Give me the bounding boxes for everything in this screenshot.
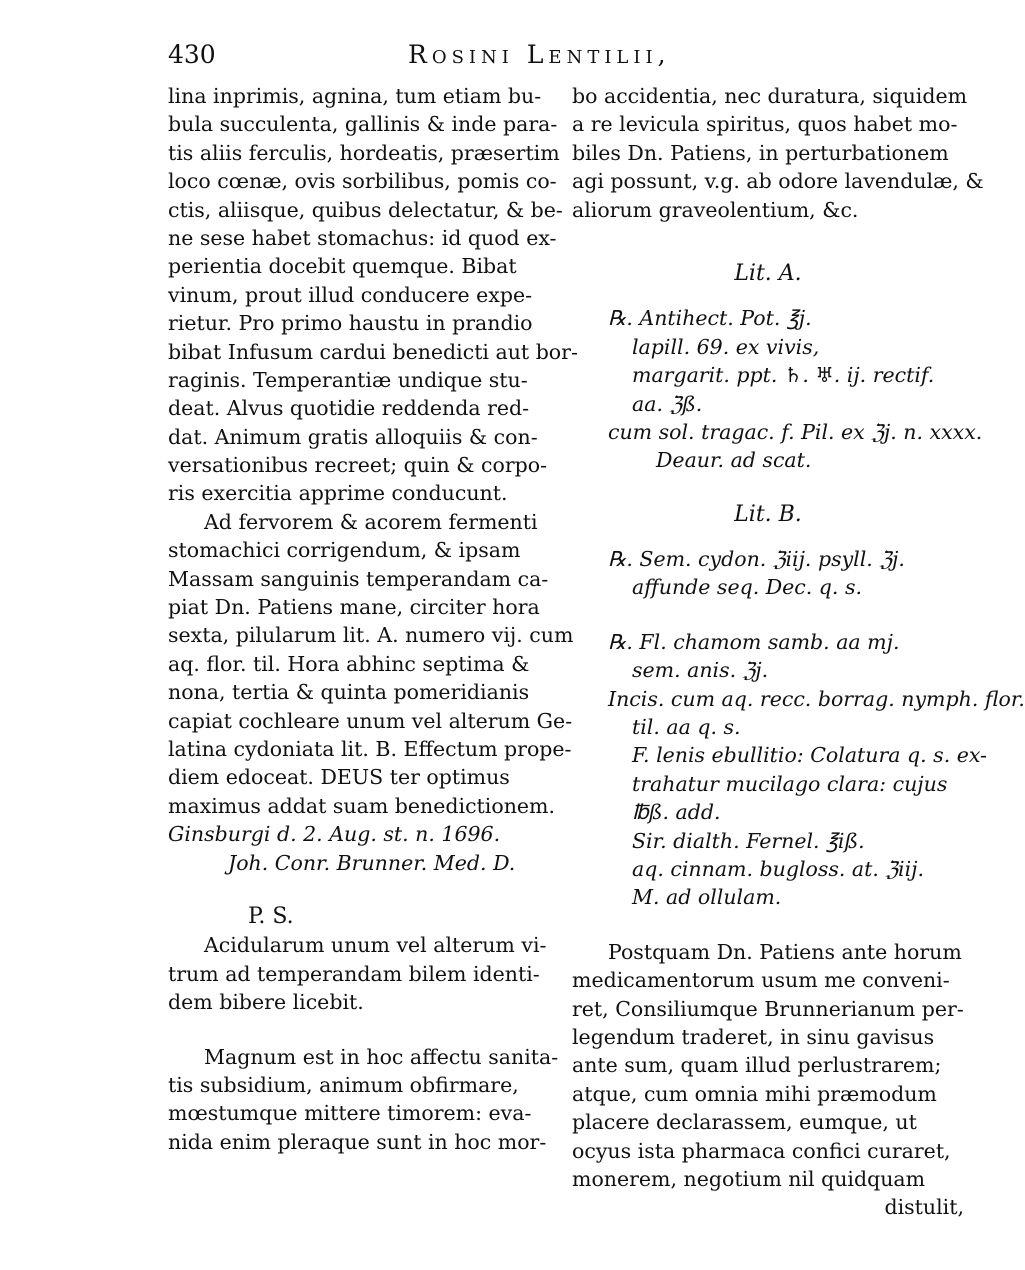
text-line: agi possunt, v.g. ab odore lavendulæ, & [572,169,984,194]
text-line: bula succulenta, gallinis & inde para- [168,112,558,137]
text-line: rietur. Pro primo haustu in prandio [168,311,533,336]
page-header [168,40,968,80]
text-line: atque, cum omnia mihi præmodum [572,1081,937,1106]
text-line-last: distulit, [884,1195,964,1220]
text-line: ocyus ista pharmaca confici curaret, [572,1138,951,1163]
right-column [572,82,1025,1222]
recipe-line: affunde seq. Dec. q. s. [632,575,863,600]
text-line: sexta, pilularum lit. A. numero vij. cum [168,623,574,648]
text-line: raginis. Temperantiæ undique stu- [168,367,528,392]
text-line: mœstumque mittere timorem: eva- [168,1101,532,1126]
text-line: biles Dn. Patiens, in perturbationem [572,140,949,165]
recipe-line: Incis. cum aq. recc. borrag. nymph. flor. [608,686,1025,711]
text-line: ris exercitia apprime conducunt. [168,481,508,506]
spacer [572,912,964,938]
recipe-line: margarit. ppt. ♄. ♅. ij. rectif. [632,363,935,388]
right-paragraph-2 [572,938,964,1222]
page-number: 430 [168,40,216,69]
recipe-a [572,304,983,474]
ps-heading: P. S. [248,903,294,929]
running-head: Rosini Lentilii, [408,40,671,69]
text-line: placere declarassem, eumque, ut [572,1110,917,1135]
spacer [572,529,964,545]
text-line: capiat cochleare unum vel alterum Ge- [168,708,573,733]
text-line: perientia docebit quemque. Bibat [168,254,517,279]
text-line: loco cœnæ, ovis sorbilibus, pomis co- [168,169,557,194]
spacer [572,288,964,304]
recipe-line: aq. cinnam. bugloss. at. ℨiij. [632,856,925,881]
text-line: maximus addat suam benedictionem. [168,793,555,818]
text-line: vinum, prout illud conducere expe- [168,282,533,307]
text-line: legendum traderet, in sinu gavisus [572,1024,935,1049]
spacer [572,475,964,501]
text-line: lina inprimis, agnina, tum etiam bu- [168,84,542,108]
text-line: Massam sanguinis temperandam ca- [168,566,549,591]
text-line: nida enim pleraque sunt in hoc mor- [168,1129,547,1154]
text-line: dat. Animum gratis alloquiis & con- [168,424,538,449]
recipe-b-part-2 [572,628,1025,912]
spacer [572,224,964,260]
recipe-line: Deaur. ad scat. [656,448,812,473]
right-paragraph-1 [572,82,984,224]
recipe-line: lapill. 69. ex vivis, [632,334,820,359]
text-line: Ad fervorem & acorem fermenti [204,509,538,534]
text-line: ret, Consiliumque Brunnerianum per- [572,996,964,1021]
recipe-line: cum sol. tragac. f. Pil. ex ℨj. n. xxxx. [608,419,983,444]
recipe-line: Sir. dialth. Fernel. ℥iß. [632,828,865,853]
signature: Joh. Conr. Brunner. Med. D. [228,850,516,875]
text-line: ante sum, quam illud perlustrarem; [572,1053,942,1078]
recipe-line: F. lenis ebullitio: Colatura q. s. ex- [632,743,987,768]
spacer [168,1017,558,1043]
text-line: aliorum graveolentium, &c. [572,197,859,222]
text-line: piat Dn. Patiens mane, circiter hora [168,595,540,620]
text-line: Magnum est in hoc affectu sanita- [204,1044,559,1069]
text-line: medicamentorum usum me conveni- [572,968,950,993]
spacer [168,877,558,903]
text-line: aq. flor. til. Hora abhinc septima & [168,651,530,676]
text-line: Acidularum unum vel alterum vi- [204,933,547,958]
recipe-line: trahatur mucilago clara: cujus [632,771,948,796]
text-line: tis subsidium, animum obfirmare, [168,1072,519,1097]
text-line: a re levicula spiritus, quos habet mo- [572,112,958,137]
text-line: monerem, negotium nil quidquam [572,1166,926,1191]
text-line: dem bibere licebit. [168,990,364,1015]
left-column [168,82,578,1156]
recipe-line: ℞. Sem. cydon. ℨiij. psyll. ℨj. [608,547,905,572]
spacer [572,602,964,628]
text-line: ne sese habet stomachus: id quod ex- [168,225,557,250]
text-line: deat. Alvus quotidie reddenda red- [168,396,530,421]
recipe-line: ℞. Antihect. Pot. ℥j. [608,306,812,331]
dateline: Ginsburgi d. 2. Aug. st. n. 1696. [168,822,501,847]
recipe-heading-b: Lit. B. [734,501,802,527]
text-line: bo accidentia, nec duratura, siquidem [572,84,968,108]
recipe-line: M. ad ollulam. [632,885,782,910]
text-line: nona, tertia & quinta pomeridianis [168,680,530,705]
text-line: diem edoceat. DEUS ter optimus [168,765,510,790]
left-paragraph-3 [168,1043,558,1157]
recipe-line: sem. anis. ℨj. [632,658,769,683]
left-paragraph-2 [168,508,574,849]
text-line: bibat Infusum cardui benedicti aut bor- [168,339,578,364]
recipe-line: ℞. Fl. chamom samb. aa mj. [608,629,900,654]
text-line: Postquam Dn. Patiens ante horum [608,939,962,964]
recipe-line: ℔ß. add. [632,800,721,825]
postscript [168,931,558,1016]
recipe-line: til. aa q. s. [632,715,741,740]
recipe-line: aa. ℨß. [632,391,703,416]
text-line: stomachici corrigendum, & ipsam [168,538,521,563]
text-line: latina cydoniata lit. B. Effectum prope- [168,736,572,761]
text-line: ctis, aliisque, quibus delectatur, & be- [168,197,563,222]
text-line: versationibus recreet; quin & corpo- [168,453,548,478]
left-paragraph-1 [168,82,578,508]
text-line: trum ad temperandam bilem identi- [168,961,540,986]
recipe-b-part-1 [572,545,964,602]
recipe-heading-a: Lit. A. [734,260,802,286]
text-line: tis aliis ferculis, hordeatis, præsertim [168,140,560,165]
